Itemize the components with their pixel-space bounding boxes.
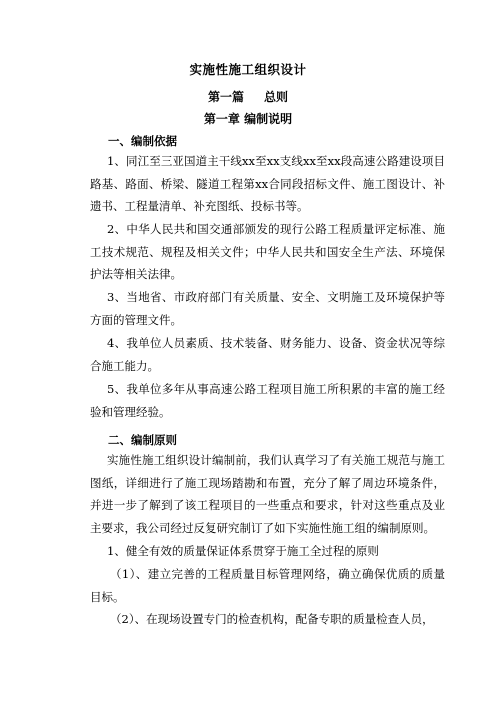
principle-sub-item-1: （1）、建立完善的工程质量目标管理网络，确立确保优质的质量目标。 [90, 567, 445, 604]
part-label: 第一篇 [207, 90, 244, 104]
basis-item-4: 4、我单位人员素质、技术装备、财务能力、设备、资金状况等综合施工能力。 [90, 336, 445, 373]
principles-intro: 实施性施工组织设计编制前，我们认真学习了有关施工规范与施工图纸，详细进行了施工现场踏勘和布置，充分了解了周边环境条件，并进一步了解到了该工程项目的一些重点和要求，针对这些重点及业主要求，我公司经过反复研究制订了如下实施性施工组的编制原则。 [90, 453, 445, 536]
principle-item-1: 1、健全有效的质量保证体系贯穿于施工全过程的原则 [107, 544, 379, 558]
basis-item-5: 5、我单位多年从事高速公路工程项目施工所积累的丰富的施工经验和管理经验。 [90, 382, 445, 419]
chapter-heading: 第一章 编制说明 [203, 112, 293, 126]
basis-item-2: 2、中华人民共和国交通部颁发的现行公路工程质量评定标准、施工技术规范、规程及相关文件；中华人民共和国安全生产法、环境保护法等相关法律。 [90, 222, 445, 282]
part-name: 总则 [264, 90, 289, 104]
basis-item-3: 3、当地省、市政府部门有关质量、安全、文明施工及环境保护等方面的管理文件。 [90, 290, 445, 327]
principle-sub-item-2: （2）、在现场设置专门的检查机构，配备专职的质量检查人员， [110, 612, 434, 626]
section-heading-principles: 二、编制原则 [108, 433, 177, 447]
part-heading [0, 88, 496, 105]
basis-item-1: 1、同江至三亚国道主干线xx至xx支线xx至xx段高速公路建设项目路基、路面、桥梁、隧道工程第xx合同段招标文件、施工图设计、补遗书、工程量清单、补充图纸、投标书等。 [90, 154, 445, 214]
section-heading-basis: 一、编制依据 [108, 134, 177, 148]
document-title: 实施性施工组织设计 [189, 62, 307, 77]
